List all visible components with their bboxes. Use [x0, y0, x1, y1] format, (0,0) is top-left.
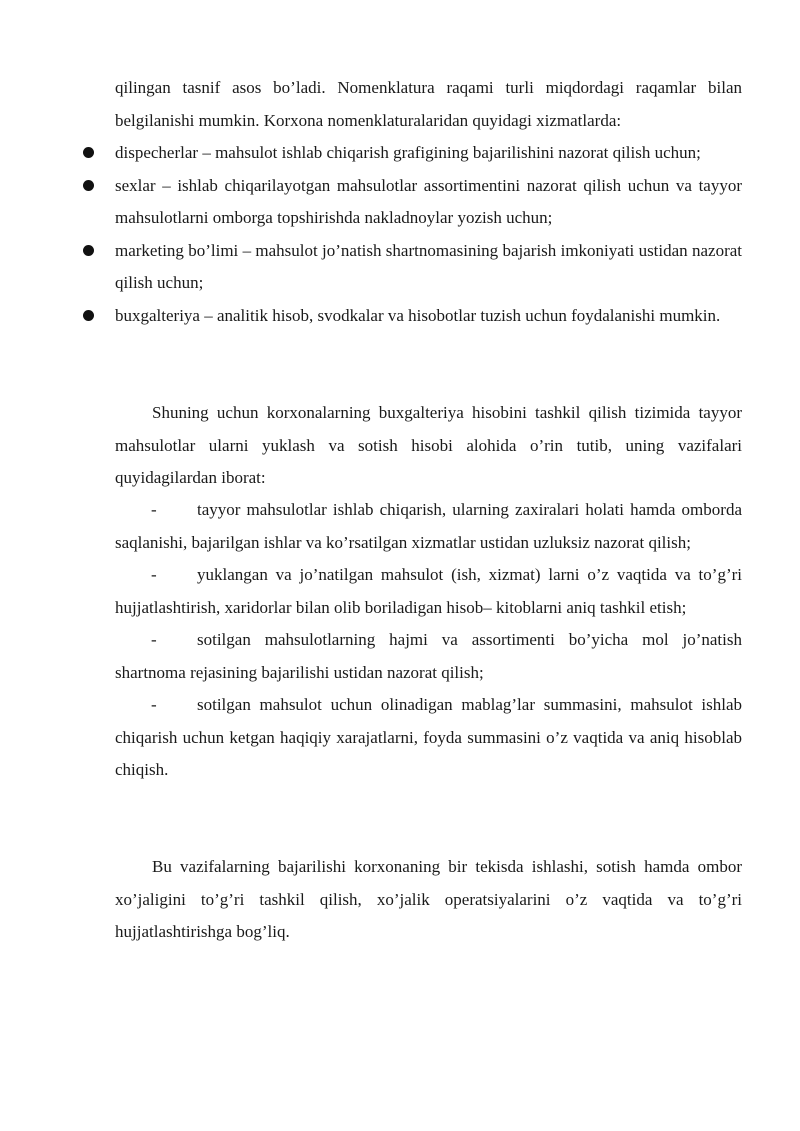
conclusion-paragraph: Bu vazifalarning bajarilishi korxonaning bir tekisda ishlashi, sotish hamda ombor xo’jaligini to’g’ri tashkil qilish, xo’jalik operatsiyalarini o’z vaqtida va to’g’ri hujjatlashtirishga bog’liq. [115, 857, 742, 941]
bullet-dot-icon [83, 147, 94, 158]
task-item [115, 624, 742, 689]
bullet-text: dispecherlar – mahsulot ishlab chiqarish grafigining bajarilishini nazorat qilish uchun; [115, 143, 701, 162]
task-text: sotilgan mahsulot uchun olinadigan mablag’lar summasini, mahsulot ishlab chiqarish uchun ketgan haqiqiy xarajatlarni, foyda summasini o’z vaqtida va aniq hisoblab chiqish. [115, 695, 742, 779]
bullet-item [0, 235, 800, 300]
bullet-dot-icon [83, 245, 94, 256]
bullet-dot-icon [83, 180, 94, 191]
task-text: tayyor mahsulotlar ishlab chiqarish, ularning zaxiralari holati hamda omborda saqlanishi, bajarilgan ishlar va ko’rsatilgan xizmatlar ustidan uzluksiz nazorat qilish; [115, 500, 742, 552]
bullet-text: marketing bo’limi – mahsulot jo’natish shartnomasining bajarish imkoniyati ustidan nazorat qilish uchun; [115, 240, 742, 292]
bullet-item [0, 170, 800, 235]
bullet-dot-icon [83, 310, 94, 321]
dash-marker: - [151, 565, 157, 584]
bullet-text: buxgalteriya – analitik hisob, svodkalar va hisobotlar tuzish uchun foydalanishi mumkin. [115, 305, 721, 325]
dash-marker: - [151, 500, 157, 519]
tasks-intro-paragraph: Shuning uchun korxonalarning buxgalteriya hisobini tashkil qilish tizimida tayyor mahsulotlar ularni yuklash va sotish hisobi alohida o’rin tutib, uning vazifalari quyidagilardan iborat: [115, 403, 742, 487]
intro-paragraph: qilingan tasnif asos bo’ladi. Nomenklatura raqami turli miqdordagi raqamlar bilan belgilanishi mumkin. Korxona nomenklaturalaridan quyidagi xizmatlarda: [115, 78, 742, 130]
task-text: yuklangan va jo’natilgan mahsulot (ish, xizmat) larni o’z vaqtida va to’g’ri hujjatlashtirish, xaridorlar bilan olib boriladigan hisob– kitoblarni aniq tashkil etish; [115, 565, 742, 617]
task-item [115, 559, 742, 624]
dash-marker: - [151, 630, 157, 649]
service-bullet-list [0, 137, 800, 332]
tasks-dash-list [0, 494, 800, 787]
bullet-item [0, 137, 800, 170]
task-text: sotilgan mahsulotlarning hajmi va assortimenti bo’yicha mol jo’natish shartnoma rejasining bajarilishi ustidan nazorat qilish; [115, 630, 742, 682]
task-item [115, 494, 742, 559]
dash-marker: - [151, 695, 157, 714]
bullet-text: sexlar – ishlab chiqarilayotgan mahsulotlar assortimentini nazorat qilish uchun va tayyor mahsulotlarni omborga topshirishda nakladnoylar yozish uchun; [115, 175, 742, 227]
task-item [115, 689, 742, 787]
bullet-item [0, 300, 800, 333]
